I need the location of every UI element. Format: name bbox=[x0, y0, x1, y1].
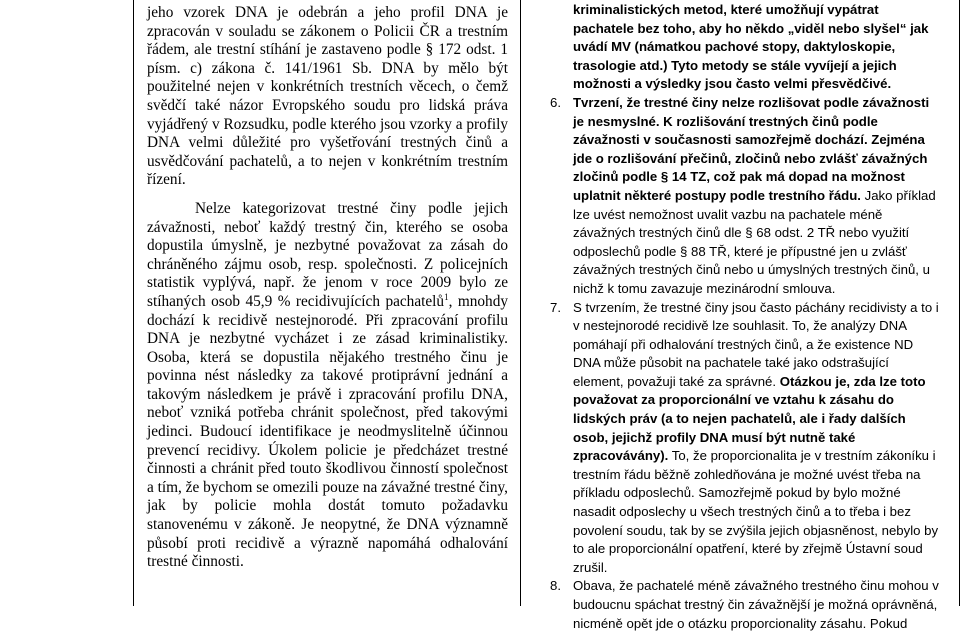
list-item-7 bbox=[537, 299, 943, 578]
table-border-middle bbox=[520, 0, 521, 606]
footnote-ref: 1 bbox=[444, 291, 449, 302]
list-number: 6. bbox=[550, 94, 561, 110]
item-7-text-1: S tvrzením, že trestné činy jsou často páchány recidivisty a to i v nestejnorodé recidivě lze souhlasit. To, že analýzy DNA pomáhají při odhalování trestných činů, a že existence ND DNA může působit na pachatele také jako odstrašující element, považuji také za správné. bbox=[573, 299, 939, 389]
left-paragraph-2-part-1: Nelze kategorizovat trestné činy podle jejich závažnosti, neboť každý trestný čin, kterého se osoba dopustila úmyslně, je nezbytné považovat za zásah do chráněného zájmu osob, resp. společnosti. Z policejních statistik vyplývá, např. že jenom v roce 2009 bylo ze stíhaných osob 45,9 % recidivujících pachatelů bbox=[147, 199, 508, 310]
item-7-bold-text: Otázkou je, zda lze toto považovat za proporcionální ve vztahu k zásahu do lidských práv (a to nejen pachatelů, ale i řady dalších osob, jejichž profily DNA musí být nutně také zpracovávány). bbox=[573, 373, 926, 464]
right-continued-text: kriminalistických metod, které umožňují vypátrat pachatele bez toho, aby ho někdo „viděl nebo slyšel“ jak uvádí MV (námatkou pachové stopy, daktyloskopie, trasologie atd.) Tyto metody se stále vyvíjejí a jejich možnosti a výsledky jsou často velmi přesvědčivé. bbox=[573, 2, 929, 92]
left-paragraph-2 bbox=[147, 200, 508, 572]
list-item-6 bbox=[537, 94, 943, 299]
left-paragraph-2-part-2: , mnohdy dochází k recidivě nestejnorodé. Při zpracování profilu DNA je nezbytné vycházet i ze zásad kriminalistiky. Osoba, která se dopustila nějakého trestného činu je povinna nést následky za takové protiprávní jednání a takovým následkem je právě i zpracování profilu DNA, neboť vzniká potřeba chránit společnost, před takovými jedinci. Budoucí identifikace je neodmyslitelně účinnou prevencí recidivy. Úkolem policie je předcházet trestné činnosti a chránit před touto škodlivou činností společnost a tím, že bychom se omezili pouze na závažné trestné činy, jak by policie mohla dostát tomuto požadavku stanovenému v zákoně. Je neopytné, že DNA významně působí proti recidivě a výrazně napomáhá odhalování trestné činnosti. bbox=[147, 292, 508, 571]
table-border-left bbox=[133, 0, 134, 606]
item-6-text: Jako příklad lze uvést nemožnost uvalit vazbu na pachatele méně závažných trestných činů dle § 68 odst. 2 TŘ nebo využití odposlechů podle § 88 TŘ, které je přípustné jen u zvlášť závažných trestných činů nebo u úmyslných trestných činů, u nichž k tomu zavazuje mezinárodní smlouva. bbox=[573, 187, 936, 296]
item-6-bold-text: Tvrzení, že trestné činy nelze rozlišovat podle závažnosti je nesmyslné. K rozlišování trestných činů podle závažnosti v současnosti samozřejmě dochází. Zejména jde o rozlišování přečinů, zločinů nebo zvlášť závažných zločinů podle § 14 TZ, což pak má dopad na možnost uplatnit některé postupy podle trestního řádu. bbox=[573, 94, 930, 203]
list-item-8 bbox=[537, 577, 943, 633]
item-8-text: Obava, že pachatelé méně závažného trestného činu mohou v budoucnu spáchat trestný čin závažnější je možná oprávněná, nicméně opět jde o otázku proporcionality zásahu. Pokud bbox=[573, 578, 939, 631]
right-column bbox=[537, 1, 943, 633]
list-number: 7. bbox=[550, 299, 561, 315]
item-7-text-2: To, že proporcionalita je v trestním zákoníku i trestním řádu běžně zohledňována je možné uvést třeba na příkladu odposlechů. Samozřejmě pokud by bylo možné nasadit odposlechy u všech trestných činů a to třeba i bez povolení soudu, tak by se zvýšila jejich objasněnost, nebylo by to ale proporcionální opatření, které by zřejmě Ústavní soud zrušil. bbox=[573, 448, 939, 575]
left-paragraph-1: jeho vzorek DNA je odebrán a jeho profil DNA je zpracován v souladu se zákonem o Policii ČR a trestním řádem, ale trestní stíhání je zastaveno podle § 172 odst. 1 písm. c) zákona č. 141/1961 Sb. DNA by mělo být použitelné nejen v konkrétních trestních věcech, o čemž svědčí také názor Evropského soudu pro lidská práva vyjádřený v Rozsudku, podle kterého jsou vzorky a profily DNA velmi důležité pro vyšetřování trestných činů a usvědčování pachatelů, a to nejen v konkrétním trestním řízení. bbox=[147, 4, 508, 189]
list-number: 8. bbox=[550, 578, 561, 594]
left-column bbox=[147, 4, 508, 572]
